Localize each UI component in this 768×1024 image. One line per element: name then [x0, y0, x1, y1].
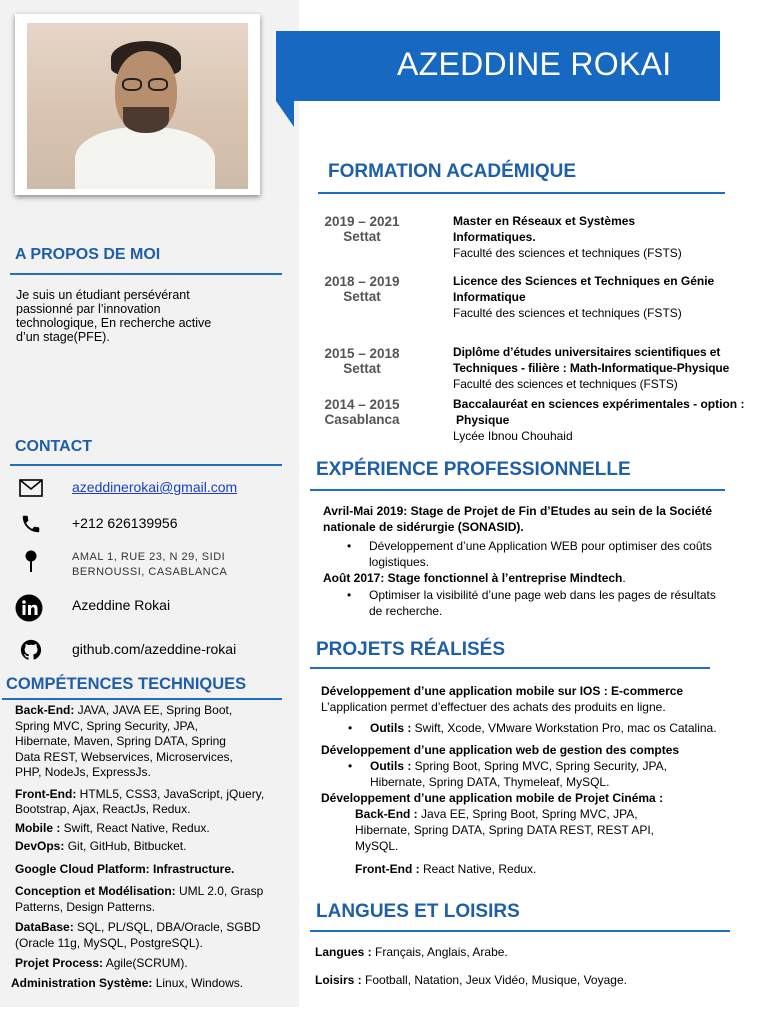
skills-divider	[2, 698, 282, 700]
formation-divider	[318, 192, 725, 194]
skill-frontend: Front-End: HTML5, CSS3, JavaScript, jQuery, Bootstrap, Ajax, ReactJs, Redux.	[15, 786, 265, 816]
project-3: Développement d’une application mobile de Projet Cinéma :	[321, 791, 664, 805]
project-1-tools: • Outils : Swift, Xcode, VMware Workstation Pro, mac os Catalina.	[370, 720, 755, 736]
experience-divider	[310, 489, 725, 491]
phone-number: +212 626139956	[72, 515, 178, 531]
experience-job-1-bullet: • Développement d’une Application WEB pour optimiser des coûts logistiques.	[369, 538, 754, 570]
edu-item: Diplôme d’études universitaires scientifiques et Techniques - filière : Math-Informatique-Physique Faculté des sciences et techniques (FSTS)	[453, 345, 730, 391]
location-pin-icon	[18, 550, 44, 574]
skills-title: COMPÉTENCES TECHNIQUES	[6, 675, 247, 693]
edu-item: Baccalauréat en sciences expérimentales - option : Physique Lycée Ibnou Chouhaid	[453, 397, 745, 443]
about-text	[16, 288, 271, 344]
experience-title: EXPÉRIENCE PROFESSIONNELLE	[316, 459, 631, 480]
skill-cloud: Google Cloud Platform: Infrastructure.	[15, 861, 235, 876]
skill-admin: Administration Système: Linux, Windows.	[11, 975, 244, 990]
formation-title: FORMATION ACADÉMIQUE	[328, 161, 577, 182]
contact-divider	[10, 464, 282, 466]
address-line: BERNOUSSI, CASABLANCA	[72, 566, 228, 578]
profile-photo	[15, 14, 260, 195]
project-3-frontend: Front-End : React Native, Redux.	[355, 862, 537, 876]
contact-title: CONTACT	[15, 438, 93, 455]
languages-divider	[310, 930, 730, 932]
skill-mobile: Mobile : Swift, React Native, Redux.	[15, 820, 210, 835]
skill-database: DataBase: SQL, PL/SQL, DBA/Oracle, SGBD (Oracle 11g, MySQL, PostgreSQL).	[15, 920, 261, 950]
about-line: Je suis un étudiant persévérant	[16, 288, 190, 302]
project-2: Développement d’une application web de gestion des comptes	[321, 743, 680, 757]
experience-job-1: Avril-Mai 2019: Stage de Projet de Fin d’Etudes au sein de la Société nationale de sidérurgie (SONASID).	[323, 504, 713, 534]
projects-divider	[310, 667, 710, 669]
linkedin-name[interactable]: Azeddine Rokai	[72, 597, 171, 613]
project-2-tools: • Outils : Spring Boot, Spring MVC, Spring Security, JPA, Hibernate, Spring DATA, Thymeleaf, MySQL.	[370, 758, 755, 790]
experience-job-2-bullet: • Optimiser la visibilité d’une page web dans les pages de résultats de recherche.	[369, 587, 754, 619]
mail-icon	[18, 476, 44, 500]
hobbies-line: Loisirs : Football, Natation, Jeux Vidéo, Musique, Voyage.	[315, 973, 627, 987]
address	[72, 550, 227, 580]
languages-title: LANGUES ET LOISIRS	[316, 901, 520, 922]
about-line: passionné par l’innovation	[16, 302, 161, 316]
address-line: AMAL 1, RUE 23, N 29, SIDI	[72, 551, 226, 563]
edu-item: Master en Réseaux et Systèmes Informatiques. Faculté des sciences et techniques (FSTS)	[453, 214, 682, 260]
about-divider	[10, 273, 282, 275]
about-line: d’un stage(PFE).	[16, 330, 110, 344]
project-1: Développement d’une application mobile sur IOS : E-commerce L’application permet d’effectuer des achats des produits en ligne.	[321, 684, 684, 714]
email-link[interactable]: azeddinerokai@gmail.com	[72, 479, 238, 495]
edu-years: 2019 – 2021 Settat	[324, 214, 400, 244]
experience-job-2: Août 2017: Stage fonctionnel à l’entreprise Mindtech.	[323, 571, 626, 585]
candidate-name: AZEDDINE ROKAI	[397, 46, 672, 82]
github-icon	[18, 638, 44, 662]
skill-conception: Conception et Modélisation: UML 2.0, Grasp Patterns, Design Patterns.	[15, 884, 264, 914]
about-line: technologique, En recherche active	[16, 316, 212, 330]
project-3-backend: Back-End : Java EE, Spring Boot, Spring MVC, JPA, Hibernate, Spring DATA, Spring DATA REST, REST API, MySQL.	[355, 807, 655, 853]
edu-item: Licence des Sciences et Techniques en Génie Informatique Faculté des sciences et techniques (FSTS)	[453, 274, 715, 320]
edu-years: 2014 – 2015 Casablanca	[324, 397, 400, 427]
languages-line: Langues : Français, Anglais, Arabe.	[315, 945, 508, 959]
skill-backend: Back-End: JAVA, JAVA EE, Spring Boot, Spring MVC, Spring Security, JPA, Hibernate, Maven, Spring DATA, Spring Data REST, Webservices, Microservices, PHP, NodeJs, ExpressJs.	[15, 703, 233, 779]
skill-process: Projet Process: Agile(SCRUM).	[15, 956, 188, 970]
skill-devops: DevOps: Git, GitHub, Bitbucket.	[15, 839, 187, 853]
edu-years: 2015 – 2018 Settat	[324, 346, 400, 376]
edu-years: 2018 – 2019 Settat	[324, 274, 400, 304]
about-title: A PROPOS DE MOI	[15, 246, 161, 263]
github-link[interactable]: github.com/azeddine-rokai	[72, 641, 237, 657]
projects-title: PROJETS RÉALISÉS	[316, 639, 505, 660]
phone-icon	[18, 512, 44, 536]
profile-photo-image	[27, 23, 248, 189]
skills-list	[11, 703, 285, 994]
linkedin-icon	[14, 594, 44, 622]
